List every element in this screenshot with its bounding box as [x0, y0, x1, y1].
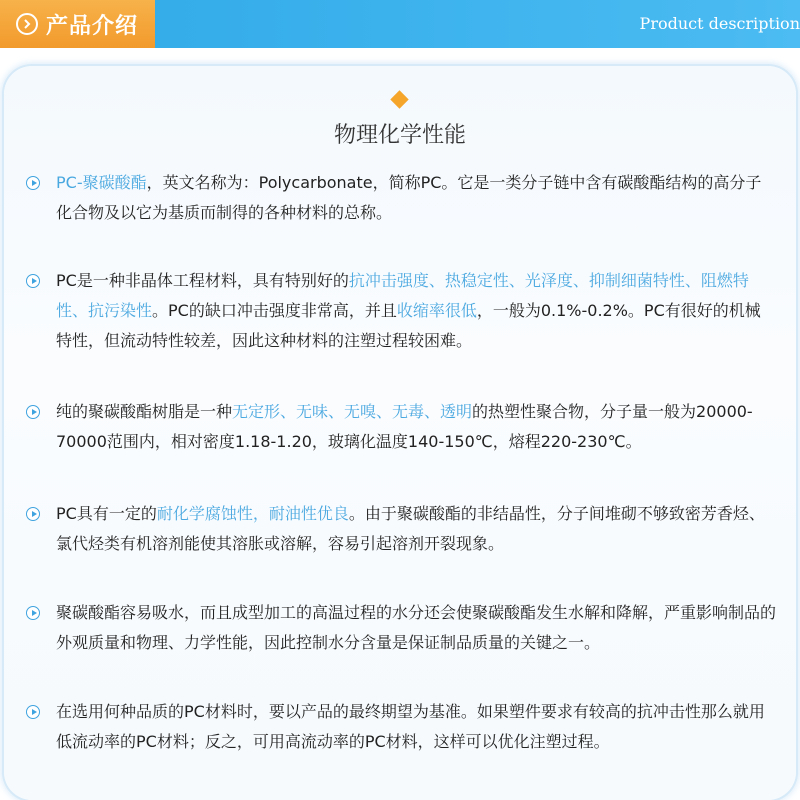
header-title: 产品介绍 [46, 13, 139, 39]
paragraph-text: ，一般为0.1%-0.2%。PC有很好的机械特性，但流动特性较差，因此这种材料的注塑过程较困难。 [56, 301, 761, 350]
bullet-icon [26, 705, 40, 719]
chevron-right-circle-icon [16, 13, 38, 35]
highlighted-text: 抗冲击强度、热稳定性、光泽度、抑制细菌特性、阻燃特性、抗污染性 [56, 271, 749, 320]
paragraph-text: 的热塑性聚合物，分子量一般为20000-70000范围内，相对密度1.18-1.20，玻璃化温度140-150℃，熔程220-230℃。 [56, 402, 753, 451]
paragraph-text: PC具有一定的 [56, 504, 157, 523]
bullet-icon [26, 274, 40, 288]
paragraph-text: ，英文名称为：Polycarbonate，简称PC。它是一类分子链中含有碳酸酯结构的高分子化合物及以它为基质而制得的各种材料的总称。 [56, 173, 762, 222]
paragraph-5 [56, 598, 776, 658]
highlighted-text: 耐化学腐蚀性，耐油性优良 [156, 504, 349, 523]
bullet-icon [26, 405, 40, 419]
paragraph-text: 纯的聚碳酸酯树脂是一种 [56, 402, 233, 421]
header-english-title: Product description [639, 14, 800, 33]
bullet-icon [26, 606, 40, 620]
section-title: 物理化学性能 [333, 123, 466, 148]
highlighted-text: 收缩率很低 [396, 301, 477, 320]
bullet-icon [26, 176, 40, 190]
header-tab [0, 0, 155, 48]
paragraph-6 [56, 697, 776, 757]
bullet-icon [26, 507, 40, 521]
paragraph-text: 聚碳酸酯容易吸水，而且成型加工的高温过程的水分还会使聚碳酸酯发生水解和降解，严重影响制品的外观质量和物理、力学性能，因此控制水分含量是保证制品质量的关键之一。 [56, 603, 777, 652]
paragraph-text: PC是一种非晶体工程材料，具有特别好的 [56, 271, 349, 290]
paragraph-1 [56, 168, 776, 228]
paragraph-3 [56, 397, 776, 457]
highlighted-text: 无定形、无味、无嗅、无毒、透明 [232, 402, 473, 421]
paragraph-text: 在选用何种品质的PC材料时，要以产品的最终期望为基准。如果塑件要求有较高的抗冲击性那么就用低流动率的PC材料；反之，可用高流动率的PC材料，这样可以优化注塑过程。 [56, 702, 765, 751]
highlighted-text: PC-聚碳酸酯 [56, 173, 147, 192]
paragraph-text: 。PC的缺口冲击强度非常高，并且 [152, 301, 397, 320]
header-bar [0, 0, 800, 48]
paragraph-4 [56, 499, 776, 559]
paragraph-2 [56, 266, 776, 356]
paragraph-text: 。由于聚碳酸酯的非结晶性，分子间堆砌不够致密芳香烃、氯代烃类有机溶剂能使其溶胀或溶解，容易引起溶剂开裂现象。 [56, 504, 765, 553]
